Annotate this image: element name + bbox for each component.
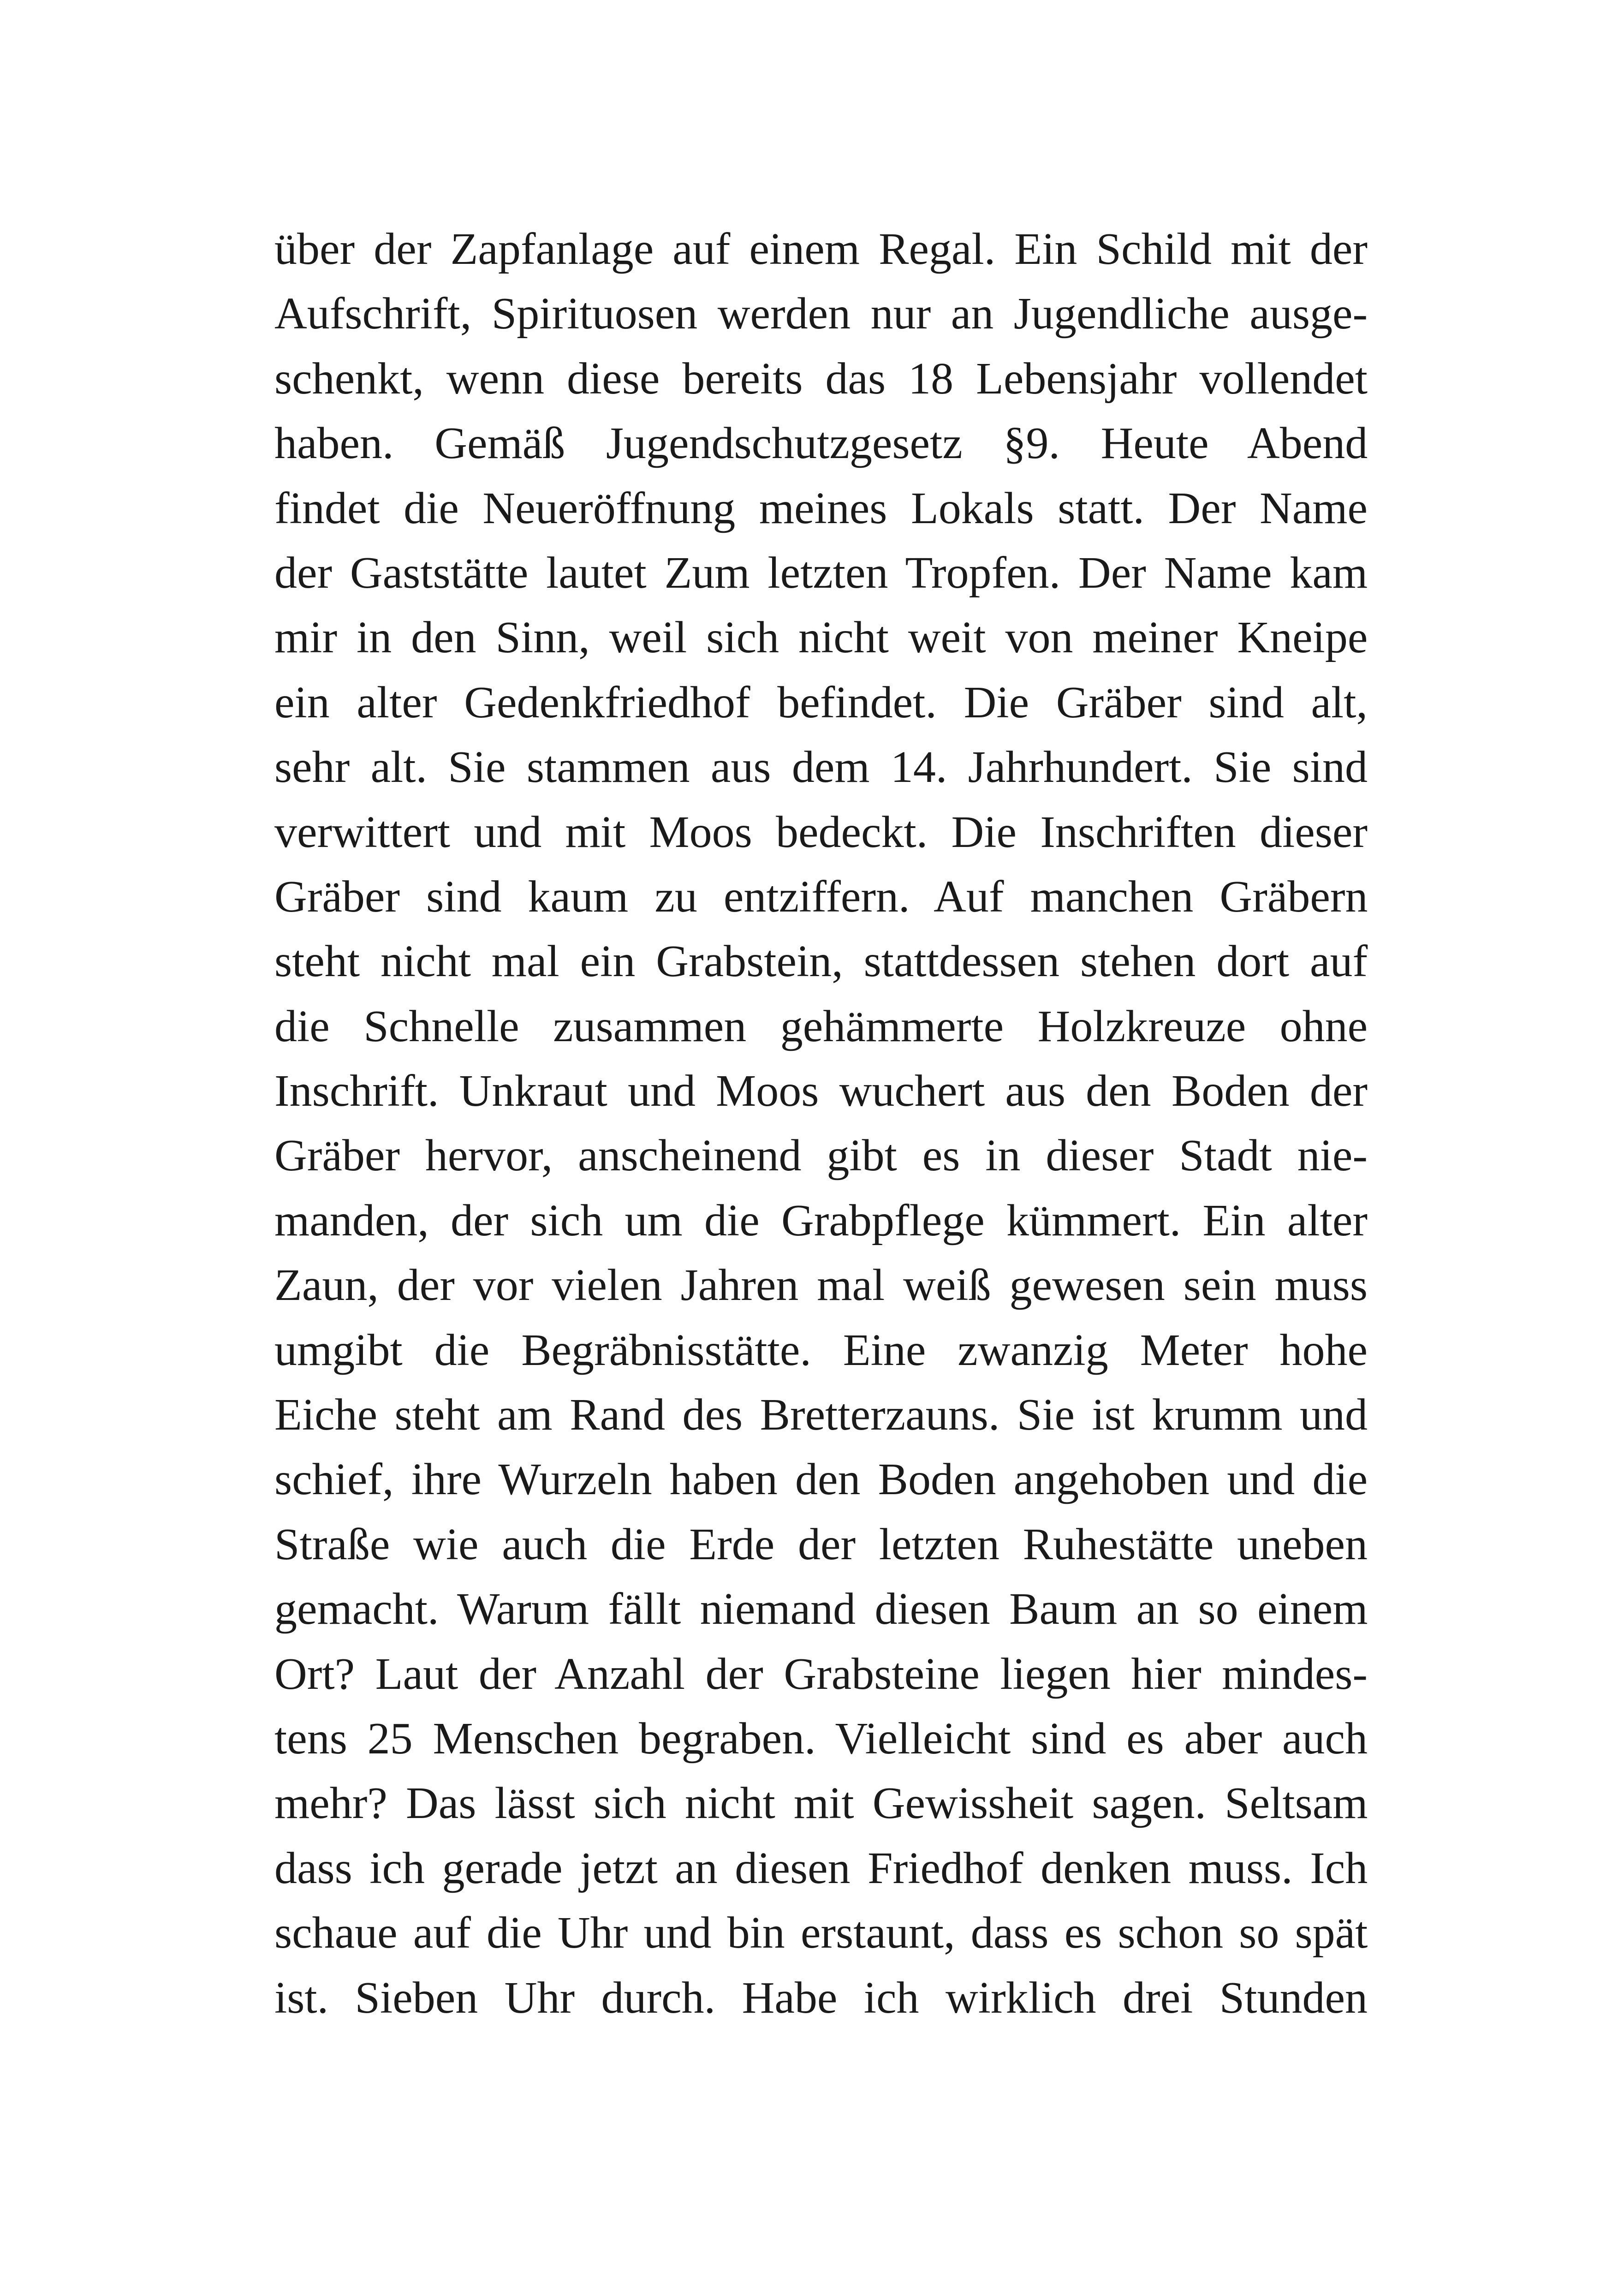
text-line: Ort? Laut der Anzahl der Grabsteine liegen hier mindes- xyxy=(274,1649,1368,1699)
text-line: Straße wie auch die Erde der letzten Ruhestätte uneben xyxy=(274,1519,1368,1569)
text-line: Eiche steht am Rand des Bretterzauns. Sie ist krumm und xyxy=(274,1390,1368,1440)
text-line: mehr? Das lässt sich nicht mit Gewissheit sagen. Seltsam xyxy=(274,1778,1368,1829)
text-line: schief, ihre Wurzeln haben den Boden angehoben und die xyxy=(274,1454,1368,1505)
text-line: Aufschrift, Spirituosen werden nur an Jugendliche ausge- xyxy=(274,289,1368,339)
text-line: steht nicht mal ein Grabstein, stattdessen stehen dort auf xyxy=(274,936,1368,987)
text-line: umgibt die Begräbnisstätte. Eine zwanzig Meter hohe xyxy=(274,1325,1368,1375)
text-line: der Gaststätte lautet Zum letzten Tropfen. Der Name kam xyxy=(274,548,1368,598)
body-text xyxy=(274,217,1368,2030)
text-line: manden, der sich um die Grabpflege kümmert. Ein alter xyxy=(274,1195,1368,1246)
text-line: Zaun, der vor vielen Jahren mal weiß gewesen sein muss xyxy=(274,1260,1368,1311)
text-line: gemacht. Warum fällt niemand diesen Baum an so einem xyxy=(274,1584,1368,1634)
text-line: über der Zapfanlage auf einem Regal. Ein Schild mit der xyxy=(274,224,1368,274)
text-line: die Schnelle zusammen gehämmerte Holzkreuze ohne xyxy=(274,1001,1368,1051)
text-line: schenkt, wenn diese bereits das 18 Lebensjahr vollendet xyxy=(274,353,1368,404)
text-line: sehr alt. Sie stammen aus dem 14. Jahrhundert. Sie sind xyxy=(274,742,1368,793)
text-line: ein alter Gedenkfriedhof befindet. Die Gräber sind alt, xyxy=(274,677,1368,727)
text-line: Gräber sind kaum zu entziffern. Auf manchen Gräbern xyxy=(274,871,1368,922)
text-line: mir in den Sinn, weil sich nicht weit von meiner Kneipe xyxy=(274,613,1368,663)
text-line: schaue auf die Uhr und bin erstaunt, dass es schon so spät xyxy=(274,1908,1368,1958)
text-line: verwittert und mit Moos bedeckt. Die Inschriften dieser xyxy=(274,807,1368,857)
text-line: Inschrift. Unkraut und Moos wuchert aus den Boden der xyxy=(274,1066,1368,1116)
text-line: ist. Sieben Uhr durch. Habe ich wirklich drei Stunden xyxy=(274,1973,1368,2023)
text-line: Gräber hervor, anscheinend gibt es in dieser Stadt nie- xyxy=(274,1131,1368,1181)
text-line: tens 25 Menschen begraben. Vielleicht sind es aber auch xyxy=(274,1713,1368,1764)
text-line: findet die Neueröffnung meines Lokals statt. Der Name xyxy=(274,483,1368,533)
text-line: dass ich gerade jetzt an diesen Friedhof denken muss. Ich xyxy=(274,1843,1368,1893)
text-line: haben. Gemäß Jugendschutzgesetz §9. Heute Abend xyxy=(274,418,1368,469)
